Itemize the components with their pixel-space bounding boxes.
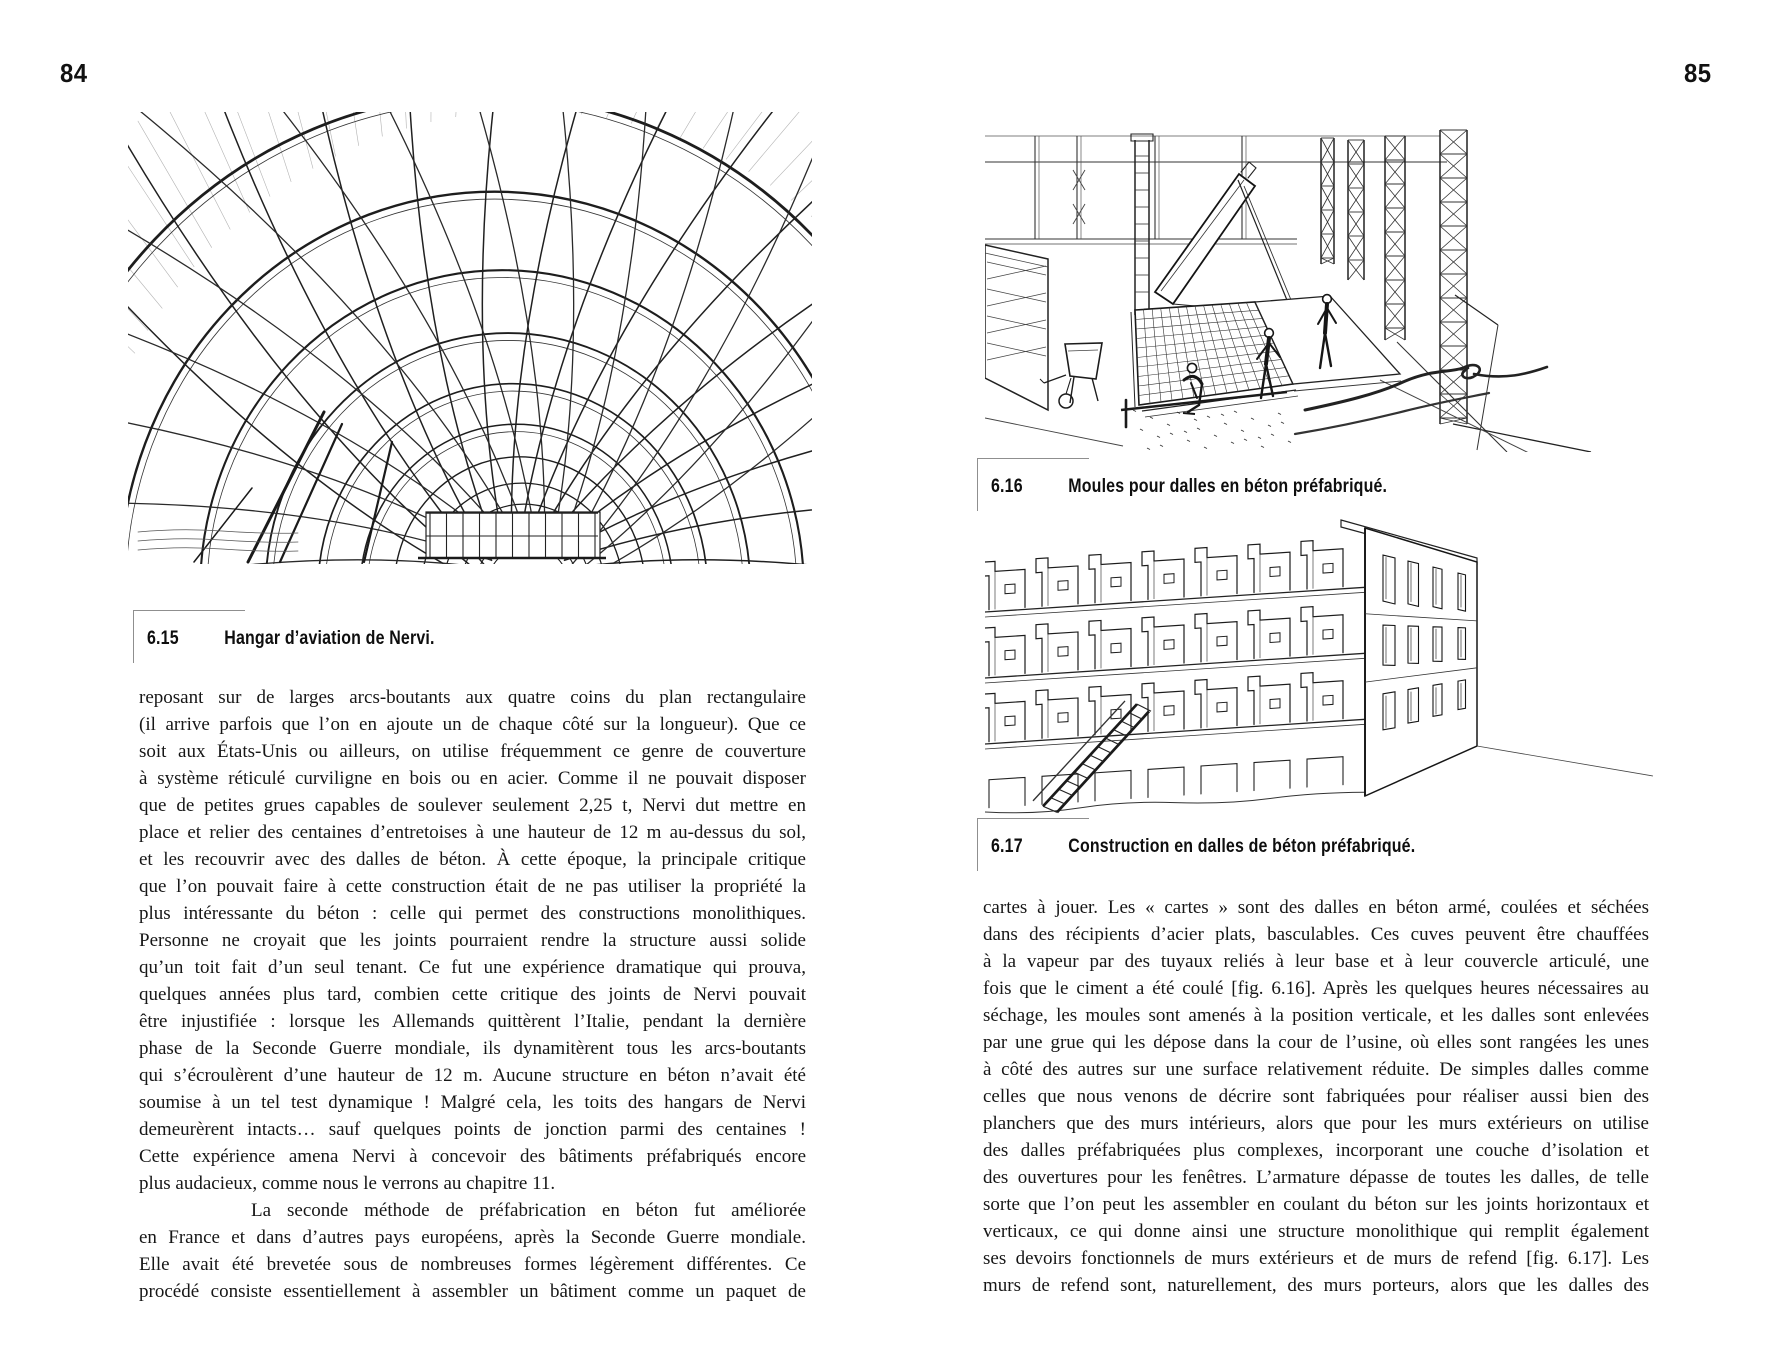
body-line: phase de la Seconde Guerre mondiale, ils dynamitèrent tous les arcs-boutants bbox=[139, 1038, 806, 1059]
page-85-body-text bbox=[983, 897, 1649, 1302]
body-line: qui s’écroulèrent d’une hauteur de 12 m. Aucune structure en béton n’avait été bbox=[139, 1065, 806, 1086]
body-line: quelques années plus tard, combien cette critique des joints de Nervi pouvait bbox=[139, 984, 806, 1005]
figure-6-17-illustration bbox=[985, 518, 1661, 814]
figure-caption-text: Construction en dalles de béton préfabriqué. bbox=[1068, 836, 1416, 857]
body-line: à système réticulé curviligne en bois ou en acier. Comme il ne pouvait disposer bbox=[139, 768, 806, 789]
body-line: par une grue qui les dépose dans la cour de l’usine, où elles sont rangées les unes bbox=[983, 1032, 1649, 1053]
body-line: sorte que l’on peut les assembler en coulant du béton sur les joints horizontaux et bbox=[983, 1194, 1649, 1215]
figure-number: 6.16 bbox=[991, 476, 1023, 497]
body-line: celles que nous venons de décrire sont fabriquées pour réaliser aussi bien des bbox=[983, 1086, 1649, 1107]
figure-6-16-illustration bbox=[985, 112, 1661, 452]
figure-caption-text: Moules pour dalles en béton préfabriqué. bbox=[1068, 476, 1388, 497]
body-line: en France et dans d’autres pays européens, après la Seconde Guerre mondiale. bbox=[139, 1227, 806, 1248]
body-line: verticaux, ce qui donne ainsi une structure monolithique qui remplit également bbox=[983, 1221, 1649, 1242]
page-number-right: 85 bbox=[1684, 58, 1712, 88]
body-line: que de petites grues capables de soulever seulement 2,25 t, Nervi dut mettre en bbox=[139, 795, 806, 816]
body-line: Elle avait été brevetée sous de nombreuses formes légèrement différentes. Ce bbox=[139, 1254, 806, 1275]
body-line: procédé consiste essentiellement à assembler un bâtiment comme un paquet de bbox=[139, 1281, 806, 1302]
body-line: plus intéressante du béton : celle qui permet des constructions monolithiques. bbox=[139, 903, 806, 924]
body-line: que l’on pouvait faire à cette construction était de ne pas utiliser la propriété la bbox=[139, 876, 806, 897]
body-line: reposant sur de larges arcs-boutants aux quatre coins du plan rectangulaire bbox=[139, 687, 806, 708]
body-line: fois que le ciment a été coulé [fig. 6.16]. Après les quelques heures nécessaires au bbox=[983, 978, 1649, 999]
figure-caption-6-17 bbox=[991, 836, 1496, 858]
body-line: des dalles préfabriquées plus complexes, incorporant une couche d’isolation et bbox=[983, 1140, 1649, 1161]
body-line: Personne ne croyait que les joints pourraient rendre la structure aussi solide bbox=[139, 930, 806, 951]
body-line: place et relier des centaines d’entretoises à une hauteur de 12 m au-dessus du sol, bbox=[139, 822, 806, 843]
figure-caption-text: Hangar d’aviation de Nervi. bbox=[224, 628, 435, 649]
page-number-left: 84 bbox=[60, 58, 88, 88]
figure-number: 6.15 bbox=[147, 628, 179, 649]
body-line: à la vapeur par des tuyaux reliés à leur base et à leur couvercle articulé, une bbox=[983, 951, 1649, 972]
body-line: murs de refend sont, naturellement, des murs porteurs, alors que les dalles des bbox=[983, 1275, 1649, 1296]
body-line: demeurèrent intacts… sauf quelques points de jonction parmi des centaines ! bbox=[139, 1119, 806, 1140]
body-line: qu’un toit fait d’un seul tenant. Ce fut une expérience dramatique qui prouva, bbox=[139, 957, 806, 978]
body-line: (il arrive parfois que l’on en ajoute un de chaque côté sur la longueur). Que ce bbox=[139, 714, 806, 735]
body-line: être injustifiée : lorsque les Allemands quittèrent l’Italie, pendant la dernière bbox=[139, 1011, 806, 1032]
body-line: à côté des autres sur une surface relativement réduite. De simples dalles comme bbox=[983, 1059, 1649, 1080]
body-line: Cette expérience amena Nervi à concevoir des bâtiments préfabriqués encore bbox=[139, 1146, 806, 1167]
slab-construction-drawing bbox=[985, 518, 1661, 814]
body-line: et les recouvrir avec des dalles de béton. À cette époque, la principale critique bbox=[139, 849, 806, 870]
figure-number: 6.17 bbox=[991, 836, 1023, 857]
body-line: La seconde méthode de préfabrication en béton fut améliorée bbox=[251, 1200, 806, 1221]
body-line: ses devoirs fonctionnels de murs extérieurs et de murs de refend [fig. 6.17]. Les bbox=[983, 1248, 1649, 1269]
body-line: soit aux États-Unis ou ailleurs, on utilise fréquemment ce genre de couverture bbox=[139, 741, 806, 762]
figure-caption-6-16 bbox=[991, 476, 1463, 498]
body-line: des ouvertures pour les fenêtres. L’armature dépasse de toutes les dalles, de telle bbox=[983, 1167, 1649, 1188]
body-line: cartes à jouer. Les « cartes » sont des dalles en béton armé, coulées et séchées bbox=[983, 897, 1649, 918]
body-line: planchers que des murs intérieurs, alors que pour les murs extérieurs on utilise bbox=[983, 1113, 1649, 1134]
body-line: dans des récipients d’acier plats, basculables. Ces cuves peuvent être chauffées bbox=[983, 924, 1649, 945]
body-line: plus audacieux, comme nous le verrons au chapitre 11. bbox=[139, 1173, 556, 1194]
body-line: séchage, les moules sont amenés à la position verticale, et les dalles sont enlevées bbox=[983, 1005, 1649, 1026]
body-line: soumise à un tel test dynamique ! Malgré cela, les toits des hangars de Nervi bbox=[139, 1092, 806, 1113]
slab-molds-drawing bbox=[985, 112, 1661, 452]
